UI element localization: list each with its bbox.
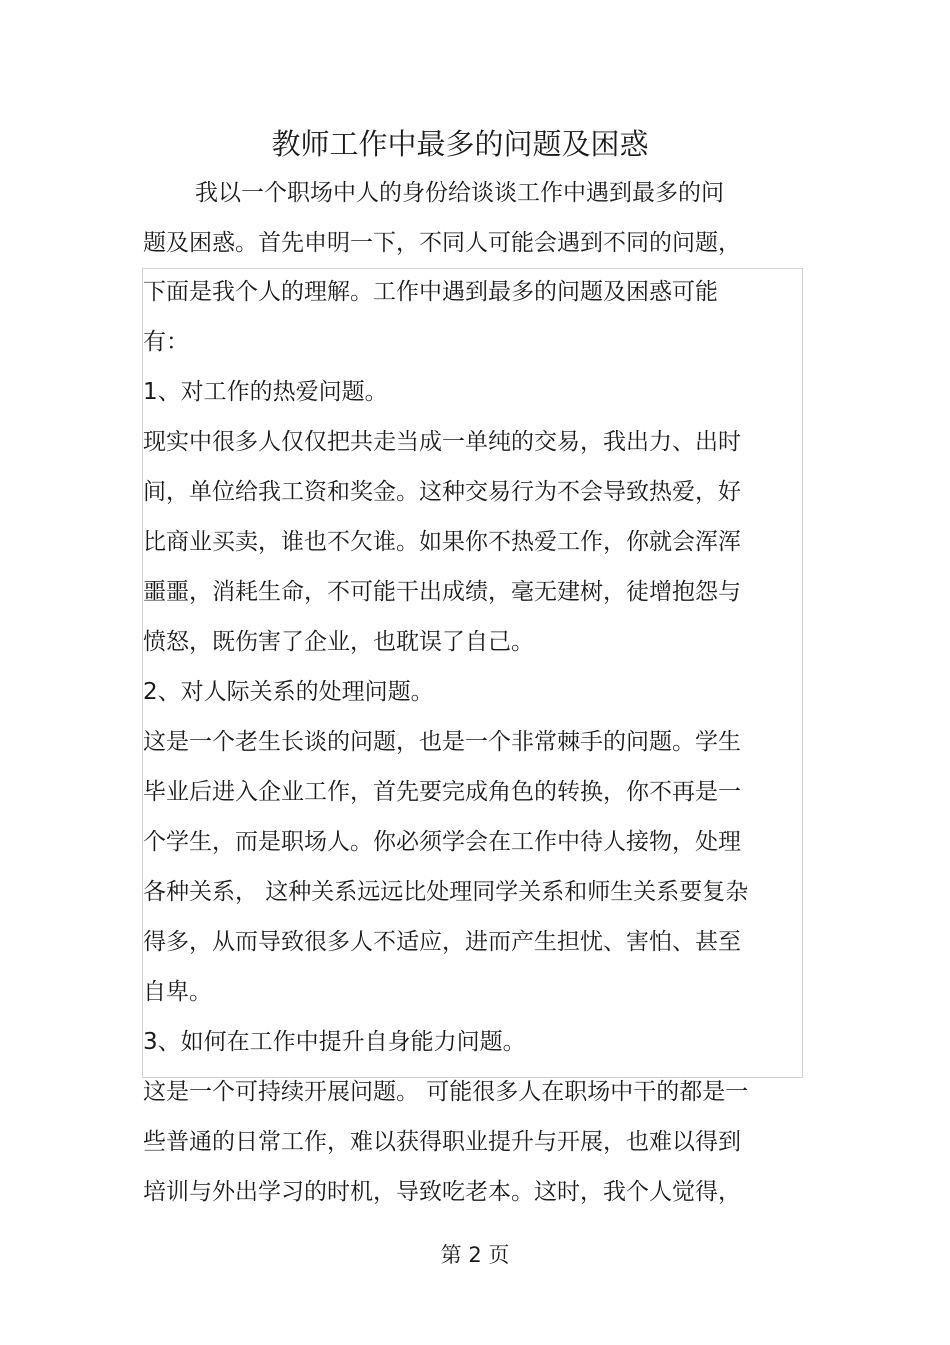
page-number: 第 2 页 <box>440 1243 510 1267</box>
paragraph-line: 培训与外出学习的时机，导致吃老本。这时，我个人觉得， <box>143 1179 741 1205</box>
paragraph-line: 题及困惑。首先申明一下，不同人可能会遇到不同的问题， <box>143 230 741 256</box>
paragraph-line: 自卑。 <box>143 979 212 1005</box>
document-title: 教师工作中最多的问题及困惑 <box>271 127 649 161</box>
paragraph-line: 噩噩，消耗生命，不可能干出成绩，毫无建树，徒增抱怨与 <box>143 579 741 605</box>
section-heading: 2、对人际关系的处理问题。 <box>143 679 434 705</box>
paragraph-line: 下面是我个人的理解。工作中遇到最多的问题及困惑可能 <box>143 279 718 305</box>
section-heading: 3、如何在工作中提升自身能力问题。 <box>143 1029 526 1055</box>
paragraph-line: 现实中很多人仅仅把共走当成一单纯的交易，我出力、出时 <box>143 429 741 455</box>
paragraph-line: 这是一个可持续开展问题。 可能很多人在职场中干的都是一 <box>143 1079 749 1105</box>
section-heading: 1、对工作的热爱问题。 <box>143 379 388 405</box>
paragraph-line: 各种关系， 这种关系远远比处理同学关系和师生关系要复杂 <box>143 879 749 905</box>
paragraph-line: 我以一个职场中人的身份给谈谈工作中遇到最多的问 <box>195 180 724 206</box>
paragraph-line: 比商业买卖，谁也不欠谁。如果你不热爱工作，你就会浑浑 <box>143 529 741 555</box>
paragraph-line: 这是一个老生长谈的问题，也是一个非常棘手的问题。学生 <box>143 729 741 755</box>
paragraph-line: 些普通的日常工作，难以获得职业提升与开展，也难以得到 <box>143 1129 741 1155</box>
paragraph-line: 得多，从而导致很多人不适应，进而产生担忧、害怕、甚至 <box>143 929 741 955</box>
paragraph-line: 愤怒，既伤害了企业，也耽误了自己。 <box>143 629 534 655</box>
paragraph-line: 间，单位给我工资和奖金。这种交易行为不会导致热爱，好 <box>143 479 741 505</box>
paragraph-line: 个学生，而是职场人。你必须学会在工作中待人接物，处理 <box>143 829 741 855</box>
paragraph-line: 有： <box>143 329 189 355</box>
paragraph-line: 毕业后进入企业工作，首先要完成角色的转换，你不再是一 <box>143 779 741 805</box>
